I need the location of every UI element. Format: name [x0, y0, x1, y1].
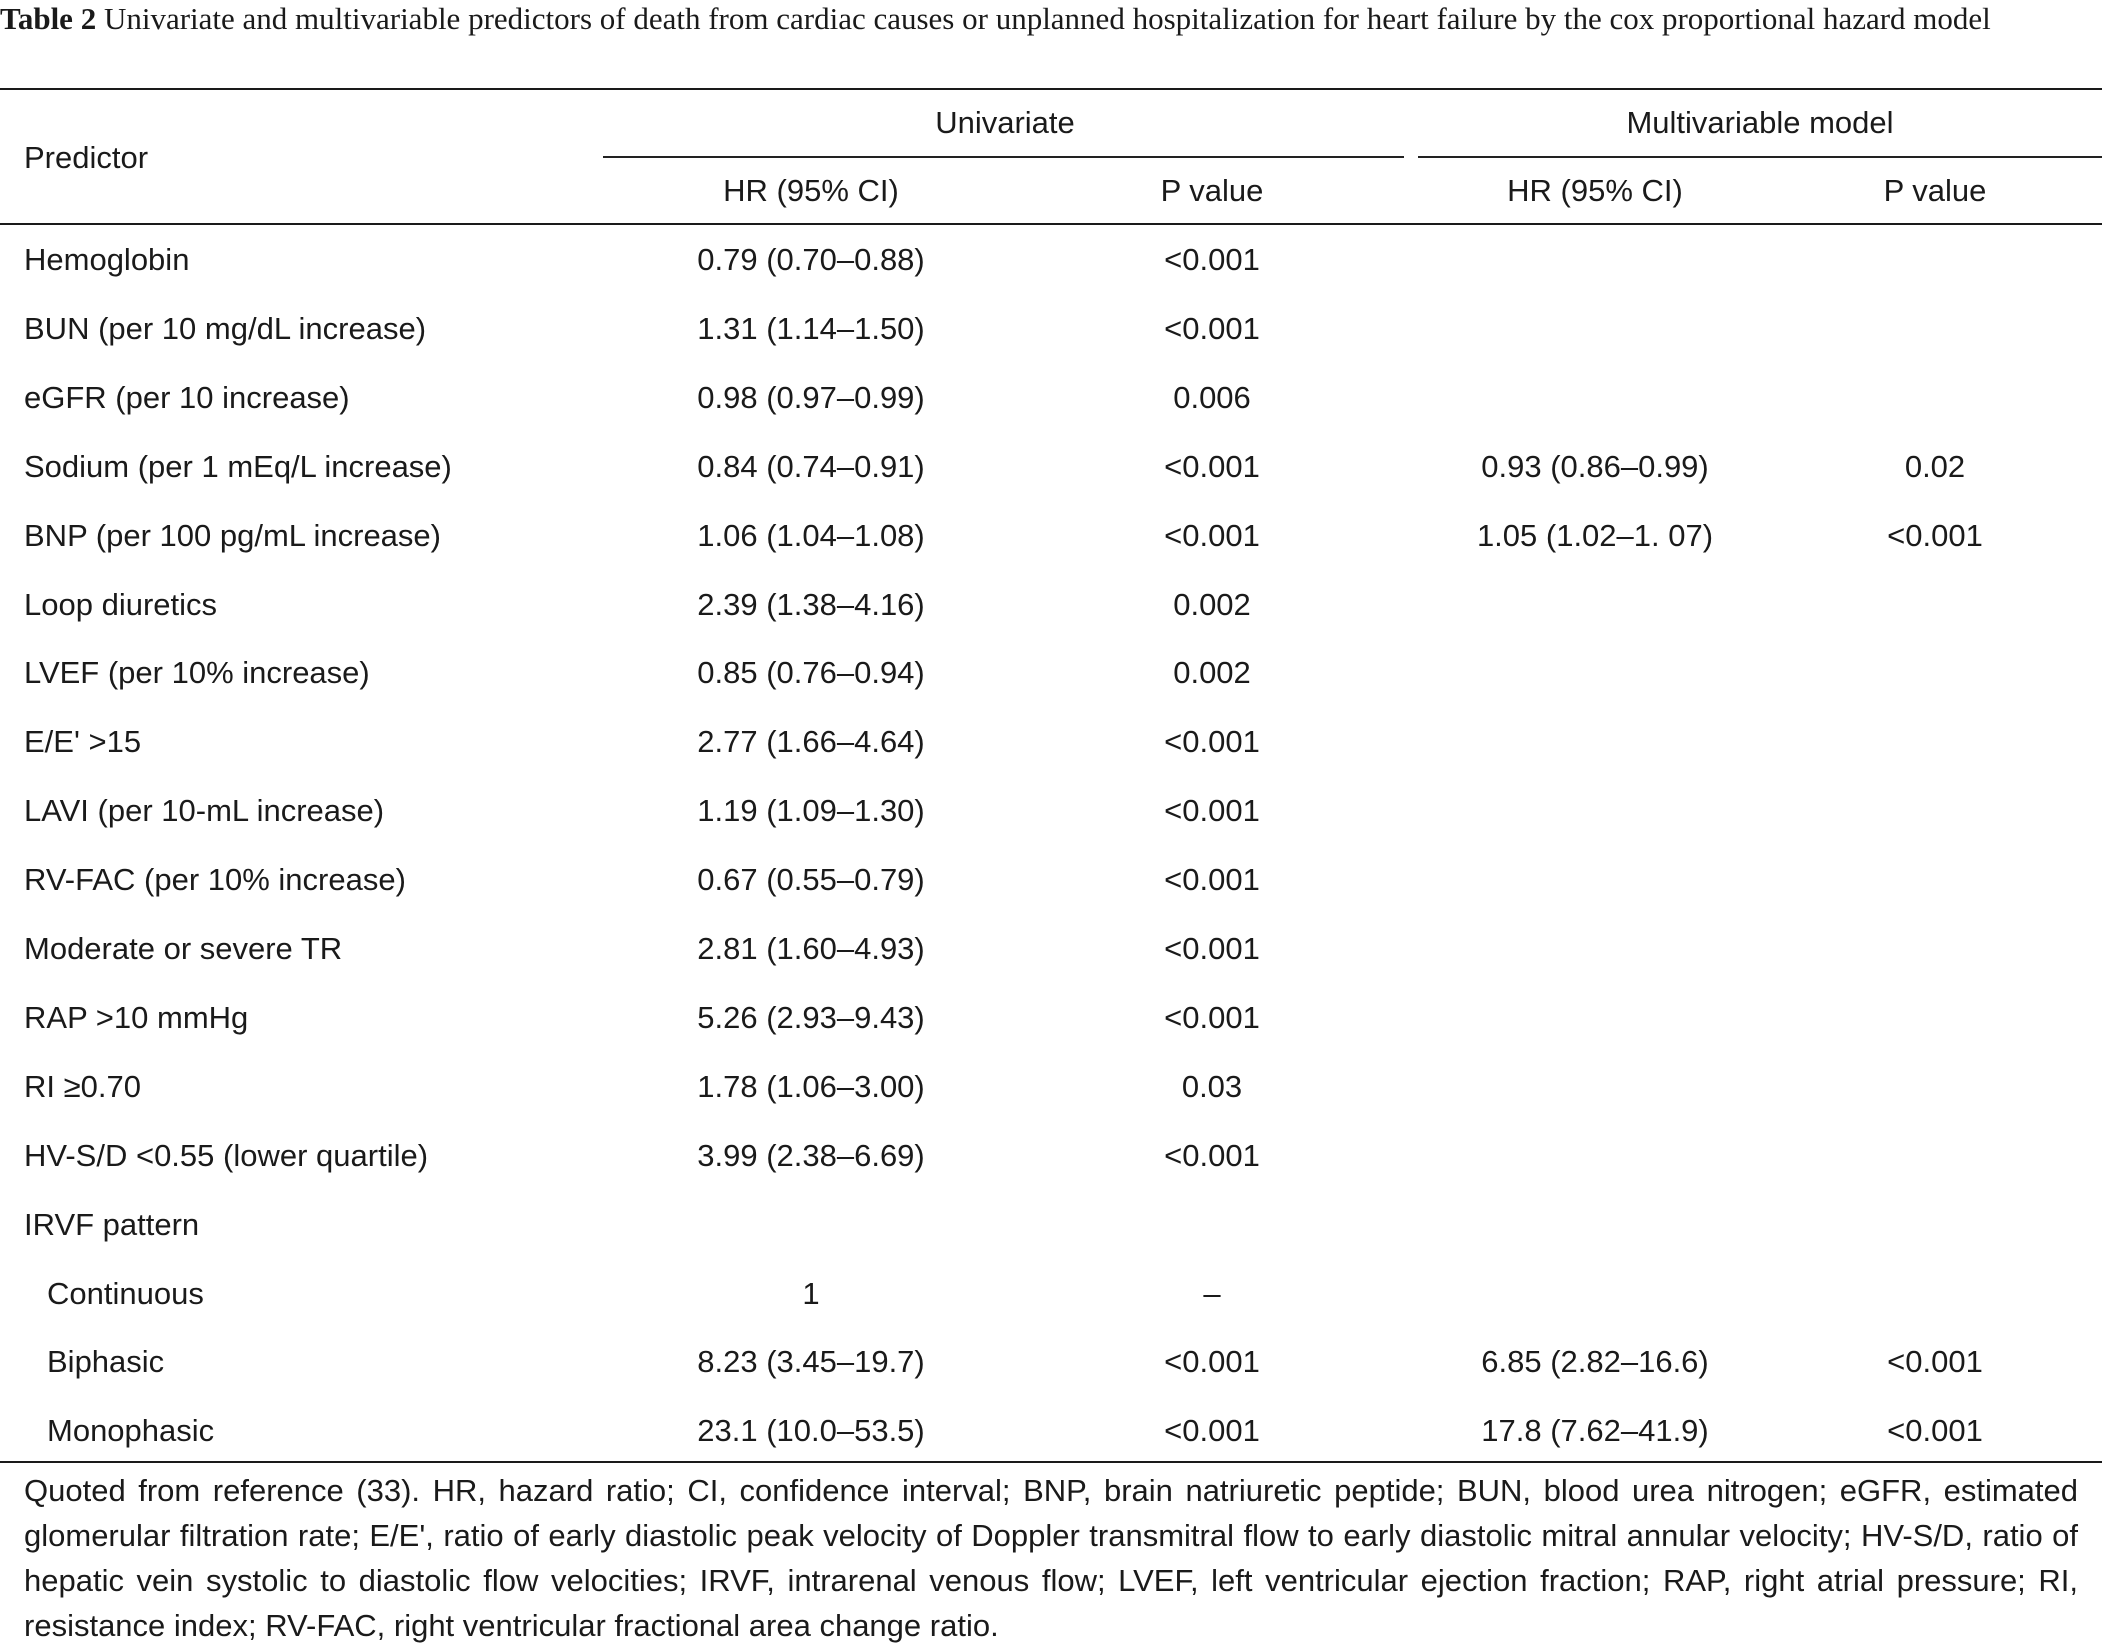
cell-predictor: Loop diuretics	[24, 587, 218, 622]
cell-multivariable-p: <0.001	[1887, 518, 1983, 553]
cell-univariate-p: –	[1203, 1276, 1221, 1311]
table-caption-text: Univariate and multivariable predictors of death from cardiac causes or unplanned hospitalization for heart failure by the cox proportional hazard model	[103, 1, 1991, 36]
cell-multivariable-p: <0.001	[1887, 1344, 1983, 1379]
header-univariate-p: P value	[1160, 173, 1264, 208]
table-footnote: Quoted from reference (33). HR, hazard ratio; CI, confidence interval; BNP, brain natriuretic peptide; BUN, blood urea nitrogen; eGFR, estimated glomerular filtration rate; E/E', ratio of early diastolic peak velocity of Doppler transmitral flow to early diastolic mitral annular velocity; HV-S/D, ratio of hepatic vein systolic to diastolic flow velocities; IRVF, intrarenal venous flow; LVEF, left ventricular ejection fraction; RAP, right atrial pressure; RI, resistance index; RV-FAC, right ventricular fractional area change ratio.	[24, 1473, 2078, 1643]
cell-predictor: RAP >10 mmHg	[24, 1000, 249, 1035]
header-multivariable: Multivariable model	[1626, 105, 1894, 140]
header-multivariable-hr: HR (95% CI)	[1507, 173, 1683, 208]
cell-univariate-hr: 1.19 (1.09–1.30)	[697, 793, 925, 828]
cell-univariate-p: 0.006	[1173, 380, 1251, 415]
header-predictor: Predictor	[24, 140, 149, 175]
cell-predictor: Moderate or severe TR	[24, 931, 343, 966]
cell-univariate-hr: 23.1 (10.0–53.5)	[697, 1413, 925, 1448]
cell-univariate-hr: 0.67 (0.55–0.79)	[697, 862, 925, 897]
cell-univariate-hr: 1.78 (1.06–3.00)	[697, 1069, 925, 1104]
cell-predictor: eGFR (per 10 increase)	[24, 380, 350, 415]
cell-multivariable-p: 0.02	[1904, 449, 1966, 484]
cell-univariate-p: <0.001	[1164, 311, 1260, 346]
cell-univariate-hr: 0.85 (0.76–0.94)	[697, 655, 925, 690]
table-bottom-rule	[0, 1461, 2102, 1463]
cell-univariate-p: <0.001	[1164, 724, 1260, 759]
table-caption-label: Table 2	[0, 1, 97, 36]
cell-univariate-p: 0.002	[1173, 655, 1251, 690]
cell-univariate-p: <0.001	[1164, 793, 1260, 828]
table-top-rule	[0, 88, 2102, 90]
cell-univariate-hr: 0.98 (0.97–0.99)	[697, 380, 925, 415]
cell-predictor: BNP (per 100 pg/mL increase)	[24, 518, 441, 553]
cell-predictor: LAVI (per 10-mL increase)	[24, 793, 385, 828]
multivariable-span-rule	[1418, 156, 2102, 158]
cell-univariate-hr: 3.99 (2.38–6.69)	[697, 1138, 925, 1173]
cell-univariate-p: <0.001	[1164, 1138, 1260, 1173]
header-multivariable-p: P value	[1883, 173, 1987, 208]
cell-univariate-hr: 1	[802, 1276, 820, 1311]
header-bottom-rule	[0, 223, 2102, 225]
cell-univariate-p: <0.001	[1164, 449, 1260, 484]
univariate-span-rule	[603, 156, 1404, 158]
cell-predictor: IRVF pattern	[24, 1207, 200, 1242]
cell-predictor: RV-FAC (per 10% increase)	[24, 862, 406, 897]
cell-predictor: RI ≥0.70	[24, 1069, 141, 1104]
cell-predictor: Sodium (per 1 mEq/L increase)	[24, 449, 452, 484]
cell-multivariable-hr: 0.93 (0.86–0.99)	[1481, 449, 1709, 484]
cell-predictor: Biphasic	[47, 1344, 165, 1379]
cell-univariate-p: <0.001	[1164, 1413, 1260, 1448]
cell-multivariable-hr: 6.85 (2.82–16.6)	[1481, 1344, 1709, 1379]
cell-predictor: Hemoglobin	[24, 242, 190, 277]
cell-univariate-hr: 2.77 (1.66–4.64)	[697, 724, 925, 759]
cell-univariate-p: <0.001	[1164, 931, 1260, 966]
cell-univariate-p: <0.001	[1164, 862, 1260, 897]
header-univariate: Univariate	[935, 105, 1075, 140]
cell-predictor: Monophasic	[47, 1413, 215, 1448]
cell-univariate-hr: 0.84 (0.74–0.91)	[697, 449, 925, 484]
table-caption	[0, 0, 2090, 38]
cell-univariate-p: 0.03	[1181, 1069, 1243, 1104]
cell-univariate-p: <0.001	[1164, 1344, 1260, 1379]
cell-univariate-p: <0.001	[1164, 518, 1260, 553]
cell-univariate-hr: 8.23 (3.45–19.7)	[697, 1344, 925, 1379]
cell-predictor: Continuous	[47, 1276, 204, 1311]
header-univariate-hr: HR (95% CI)	[723, 173, 899, 208]
cell-univariate-hr: 2.81 (1.60–4.93)	[697, 931, 925, 966]
cell-univariate-p: <0.001	[1164, 1000, 1260, 1035]
cell-univariate-hr: 0.79 (0.70–0.88)	[697, 242, 925, 277]
cell-univariate-hr: 1.31 (1.14–1.50)	[697, 311, 925, 346]
cell-predictor: LVEF (per 10% increase)	[24, 655, 370, 690]
cell-multivariable-p: <0.001	[1887, 1413, 1983, 1448]
cell-predictor: BUN (per 10 mg/dL increase)	[24, 311, 427, 346]
cell-predictor: HV-S/D <0.55 (lower quartile)	[24, 1138, 429, 1173]
cell-univariate-hr: 2.39 (1.38–4.16)	[697, 587, 925, 622]
cell-univariate-p: <0.001	[1164, 242, 1260, 277]
cell-predictor: E/E' >15	[24, 724, 142, 759]
cell-univariate-hr: 5.26 (2.93–9.43)	[697, 1000, 925, 1035]
cell-multivariable-hr: 17.8 (7.62–41.9)	[1481, 1413, 1709, 1448]
cell-multivariable-hr: 1.05 (1.02–1. 07)	[1476, 518, 1714, 553]
cell-univariate-p: 0.002	[1173, 587, 1251, 622]
cell-univariate-hr: 1.06 (1.04–1.08)	[697, 518, 925, 553]
